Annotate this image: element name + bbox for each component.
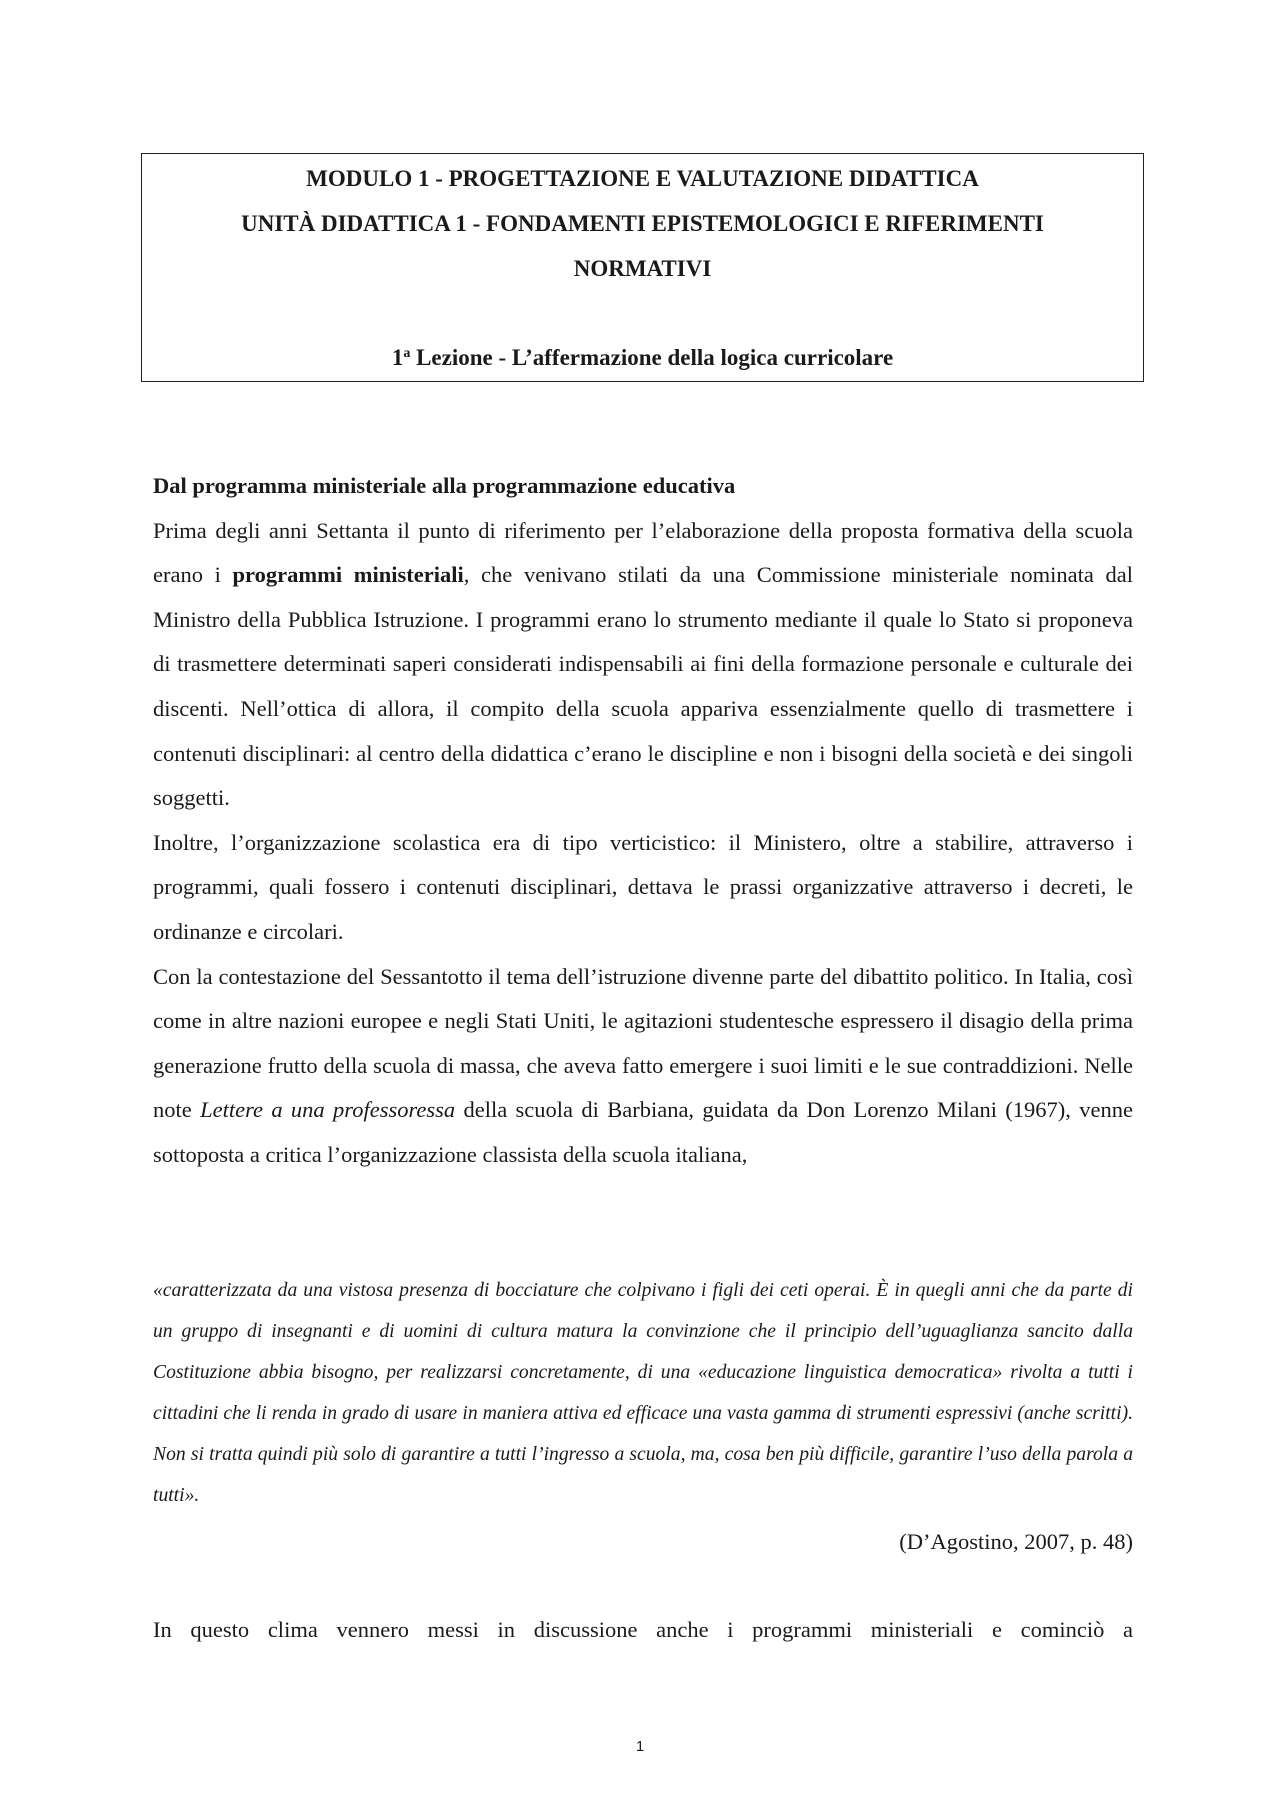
main-body bbox=[153, 464, 1133, 1178]
paragraph-1-text-b: , che venivano stilati da una Commissione ministeriale nominata dal Ministro della Pubblica Istruzione. I programmi erano lo strumento mediante il quale lo Stato si proponeva di trasmettere determinati saperi considerati indispensabili ai fini della formazione personale e culturale dei discenti. Nell’ottica di allora, il compito della scuola appariva essenzialmente quello di trasmettere i contenuti disciplinari: al centro della didattica c’erano le discipline e non i bisogni della società e dei singoli soggetti. bbox=[153, 562, 1133, 811]
book-title-italic: Lettere a una professoressa bbox=[200, 1097, 456, 1123]
page-number: 1 bbox=[635, 1738, 645, 1755]
unit-title-line-2: NORMATIVI bbox=[573, 256, 712, 281]
lesson-ordinal-suffix: a bbox=[403, 346, 411, 361]
lesson-title bbox=[142, 335, 1143, 380]
paragraph-1-text-a: Prima degli anni Settanta il punto di riferimento per l’elaborazione della proposta formativa della scuola erano i bbox=[153, 517, 1133, 588]
paragraph-2: Inoltre, l’organizzazione scolastica era di tipo verticistico: il Ministero, oltre a stabilire, attraverso i programmi, quali fossero i contenuti disciplinari, dettava le prassi organizzative attraverso i decreti, le ordinanze e circolari. bbox=[153, 829, 1133, 944]
continuation-paragraph: In questo clima vennero messi in discussione anche i programmi ministeriali e cominciò a bbox=[153, 1617, 1133, 1642]
module-title: MODULO 1 - PROGETTAZIONE E VALUTAZIONE DIDATTICA bbox=[306, 166, 979, 191]
paragraph-1-bold-term: programmi ministeriali bbox=[232, 562, 464, 588]
section-heading: Dal programma ministeriale alla programmazione educativa bbox=[153, 473, 736, 498]
paragraph-3-text-b: della scuola di Barbiana, guidata da Don Lorenzo Milani (1967), venne sottoposta a critica l’organizzazione classista della scuola italiana, bbox=[153, 1097, 1133, 1167]
lesson-title-text: Lezione - L’affermazione della logica curricolare bbox=[410, 345, 894, 370]
unit-title-line-1: UNITÀ DIDATTICA 1 - FONDAMENTI EPISTEMOLOGICI E RIFERIMENTI bbox=[241, 211, 1044, 236]
paragraph-1 bbox=[153, 509, 1133, 821]
paragraph-3-text-a: Con la contestazione del Sessantotto il tema dell’istruzione divenne parte del dibattito politico. In Italia, così come in altre nazioni europee e negli Stati Uniti, le agitazioni studentesche espressero il disagio della prima generazione frutto della scuola di massa, che aveva fatto emergere i suoi limiti e le sue contraddizioni. Nelle note bbox=[153, 963, 1133, 1123]
lesson-number: 1 bbox=[391, 345, 404, 370]
module-header-box bbox=[141, 153, 1144, 382]
paragraph-3 bbox=[153, 955, 1133, 1178]
quote-citation: (D’Agostino, 2007, p. 48) bbox=[899, 1529, 1133, 1554]
block-quote: «caratterizzata da una vistosa presenza di bocciature che colpivano i figli dei ceti operai. È in quegli anni che da parte di un gruppo di insegnanti e di uomini di cultura matura la convinzione che il principio dell’uguaglianza sancito dalla Costituzione abbia bisogno, per realizzarsi concretamente, di una «educazione linguistica democratica» rivolta a tutti i cittadini che li renda in grado di usare in maniera attiva ed efficace una vasta gamma di strumenti espressivi (anche scritti). Non si tratta quindi più solo di garantire a tutti l’ingresso a scuola, ma, cosa ben più difficile, garantire l’uso della parola a tutti». bbox=[153, 1280, 1133, 1506]
